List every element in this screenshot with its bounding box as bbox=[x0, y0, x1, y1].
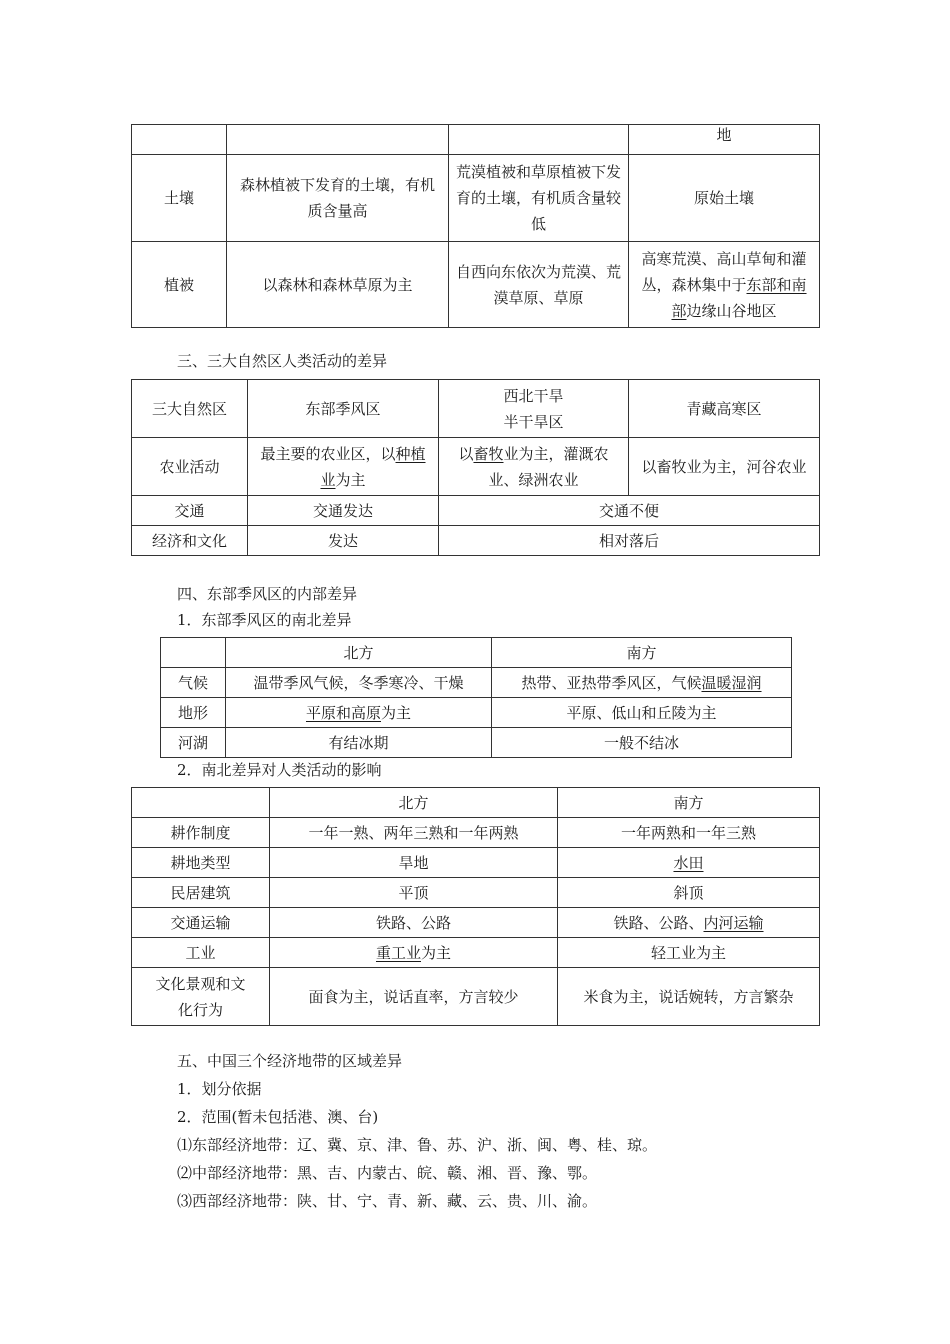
cell-text: 以 bbox=[458, 444, 474, 463]
section-heading: 四、东部季风区的内部差异 bbox=[177, 585, 358, 603]
table-cell: 温带季风气候，冬季寒冷、干燥 bbox=[226, 668, 492, 698]
table-cell bbox=[449, 125, 629, 155]
table-cell bbox=[558, 848, 820, 878]
table-row bbox=[132, 125, 820, 155]
table-cell bbox=[439, 438, 629, 496]
header-cell: 青藏高寒区 bbox=[629, 380, 820, 438]
table-cell: 有结冰期 bbox=[226, 728, 492, 758]
row-label: 工业 bbox=[132, 938, 270, 968]
table-cell: 以畜牧业为主，河谷农业 bbox=[629, 438, 820, 496]
subsection-heading: 1．划分依据 bbox=[177, 1080, 262, 1098]
row-label: 土壤 bbox=[132, 155, 227, 242]
row-label: 耕作制度 bbox=[132, 818, 270, 848]
north-south-difference-table bbox=[160, 637, 792, 758]
underlined-answer: 畜牧 bbox=[473, 444, 504, 463]
row-label: 农业活动 bbox=[132, 438, 248, 496]
table-row bbox=[132, 848, 820, 878]
table-cell: 米食为主，说话婉转，方言繁杂 bbox=[558, 968, 820, 1026]
row-label: 交通 bbox=[132, 496, 248, 526]
underlined-answer: 种植业 bbox=[320, 444, 426, 489]
table-cell: 铁路、公路 bbox=[270, 908, 558, 938]
cell-text: 最主要的农业区，以 bbox=[260, 444, 396, 463]
table-cell: 一年两熟和一年三熟 bbox=[558, 818, 820, 848]
natural-regions-table-continued bbox=[131, 124, 820, 328]
table-cell: 荒漠植被和草原植被下发育的土壤，有机质含量较低 bbox=[449, 155, 629, 242]
table-row bbox=[132, 380, 820, 438]
subsection-heading: 2．南北差异对人类活动的影响 bbox=[177, 761, 382, 779]
table-cell: 平原、低山和丘陵为主 bbox=[492, 698, 792, 728]
cell-text: 高寒荒漠、高山草甸和灌丛，森林集中于 bbox=[641, 249, 807, 294]
list-item: ⑵中部经济地带：黑、吉、内蒙古、皖、赣、湘、晋、豫、鄂。 bbox=[177, 1164, 598, 1182]
cell-text: 边缘山谷地区 bbox=[686, 301, 777, 320]
header-cell: 西北干旱半干旱区 bbox=[439, 380, 629, 438]
subsection-heading: 2．范围(暂未包括港、澳、台) bbox=[177, 1108, 379, 1126]
row-label: 经济和文化 bbox=[132, 526, 248, 556]
table-cell: 轻工业为主 bbox=[558, 938, 820, 968]
header-cell: 东部季风区 bbox=[248, 380, 439, 438]
table-cell: 森林植被下发育的土壤，有机质含量高 bbox=[227, 155, 449, 242]
table-cell bbox=[270, 938, 558, 968]
header-cell: 三大自然区 bbox=[132, 380, 248, 438]
row-label: 气候 bbox=[161, 668, 226, 698]
table-row bbox=[132, 938, 820, 968]
header-cell bbox=[132, 788, 270, 818]
human-activity-table bbox=[131, 379, 820, 556]
table-cell bbox=[227, 125, 449, 155]
underlined-answer: 重工业 bbox=[375, 943, 421, 962]
cell-text: 为主 bbox=[381, 703, 412, 722]
section-heading: 三、三大自然区人类活动的差异 bbox=[177, 352, 388, 370]
table-cell: 交通发达 bbox=[248, 496, 439, 526]
row-label: 交通运输 bbox=[132, 908, 270, 938]
row-label: 民居建筑 bbox=[132, 878, 270, 908]
cell-text: 为主 bbox=[421, 943, 452, 962]
table-row bbox=[132, 155, 820, 242]
table-row bbox=[161, 728, 792, 758]
table-cell bbox=[558, 908, 820, 938]
underlined-answer: 水田 bbox=[673, 853, 704, 872]
row-label: 耕地类型 bbox=[132, 848, 270, 878]
table-row bbox=[161, 668, 792, 698]
table-cell: 斜顶 bbox=[558, 878, 820, 908]
header-cell: 南方 bbox=[492, 638, 792, 668]
table-cell: 一般不结冰 bbox=[492, 728, 792, 758]
table-cell: 原始土壤 bbox=[629, 155, 820, 242]
table-row bbox=[132, 496, 820, 526]
cell-text: 业为主，灌溉农业、绿洲农业 bbox=[488, 444, 609, 489]
header-cell: 南方 bbox=[558, 788, 820, 818]
table-row bbox=[132, 908, 820, 938]
table-cell: 地 bbox=[629, 125, 820, 155]
header-cell bbox=[161, 638, 226, 668]
table-cell: 相对落后 bbox=[439, 526, 820, 556]
table-cell bbox=[226, 698, 492, 728]
table-row bbox=[132, 526, 820, 556]
cell-text: 为主 bbox=[335, 470, 366, 489]
list-item: ⑶西部经济地带：陕、甘、宁、青、新、藏、云、贵、川、渝。 bbox=[177, 1192, 598, 1210]
human-activity-impact-table bbox=[131, 787, 820, 1026]
table-cell: 平顶 bbox=[270, 878, 558, 908]
list-item: ⑴东部经济地带：辽、冀、京、津、鲁、苏、沪、浙、闽、粤、桂、琼。 bbox=[177, 1136, 658, 1154]
subsection-heading: 1．东部季风区的南北差异 bbox=[177, 611, 352, 629]
cell-text: 热带、亚热带季风区，气候 bbox=[521, 673, 702, 692]
underlined-answer: 平原和高原 bbox=[305, 703, 381, 722]
table-cell: 一年一熟、两年三熟和一年两熟 bbox=[270, 818, 558, 848]
table-row bbox=[132, 438, 820, 496]
row-label: 文化景观和文化行为 bbox=[132, 968, 270, 1026]
underlined-answer: 内河运输 bbox=[703, 913, 764, 932]
cell-text: 铁路、公路、 bbox=[613, 913, 704, 932]
underlined-answer: 温暖湿润 bbox=[701, 673, 762, 692]
table-row bbox=[161, 638, 792, 668]
table-cell bbox=[492, 668, 792, 698]
table-row bbox=[132, 788, 820, 818]
row-label: 植被 bbox=[132, 242, 227, 328]
table-row bbox=[132, 242, 820, 328]
table-row bbox=[132, 878, 820, 908]
table-cell: 发达 bbox=[248, 526, 439, 556]
table-cell: 面食为主，说话直率，方言较少 bbox=[270, 968, 558, 1026]
table-row bbox=[132, 818, 820, 848]
table-cell: 自西向东依次为荒漠、荒漠草原、草原 bbox=[449, 242, 629, 328]
row-label: 河湖 bbox=[161, 728, 226, 758]
table-cell: 旱地 bbox=[270, 848, 558, 878]
table-cell bbox=[629, 242, 820, 328]
table-cell: 交通不便 bbox=[439, 496, 820, 526]
table-row bbox=[161, 698, 792, 728]
table-row bbox=[132, 968, 820, 1026]
table-cell bbox=[132, 125, 227, 155]
table-cell: 以森林和森林草原为主 bbox=[227, 242, 449, 328]
row-label: 地形 bbox=[161, 698, 226, 728]
underlined-answer: 东部和南部 bbox=[671, 275, 807, 320]
header-cell: 北方 bbox=[226, 638, 492, 668]
header-cell: 北方 bbox=[270, 788, 558, 818]
section-heading: 五、中国三个经济地带的区域差异 bbox=[177, 1052, 403, 1070]
table-cell bbox=[248, 438, 439, 496]
